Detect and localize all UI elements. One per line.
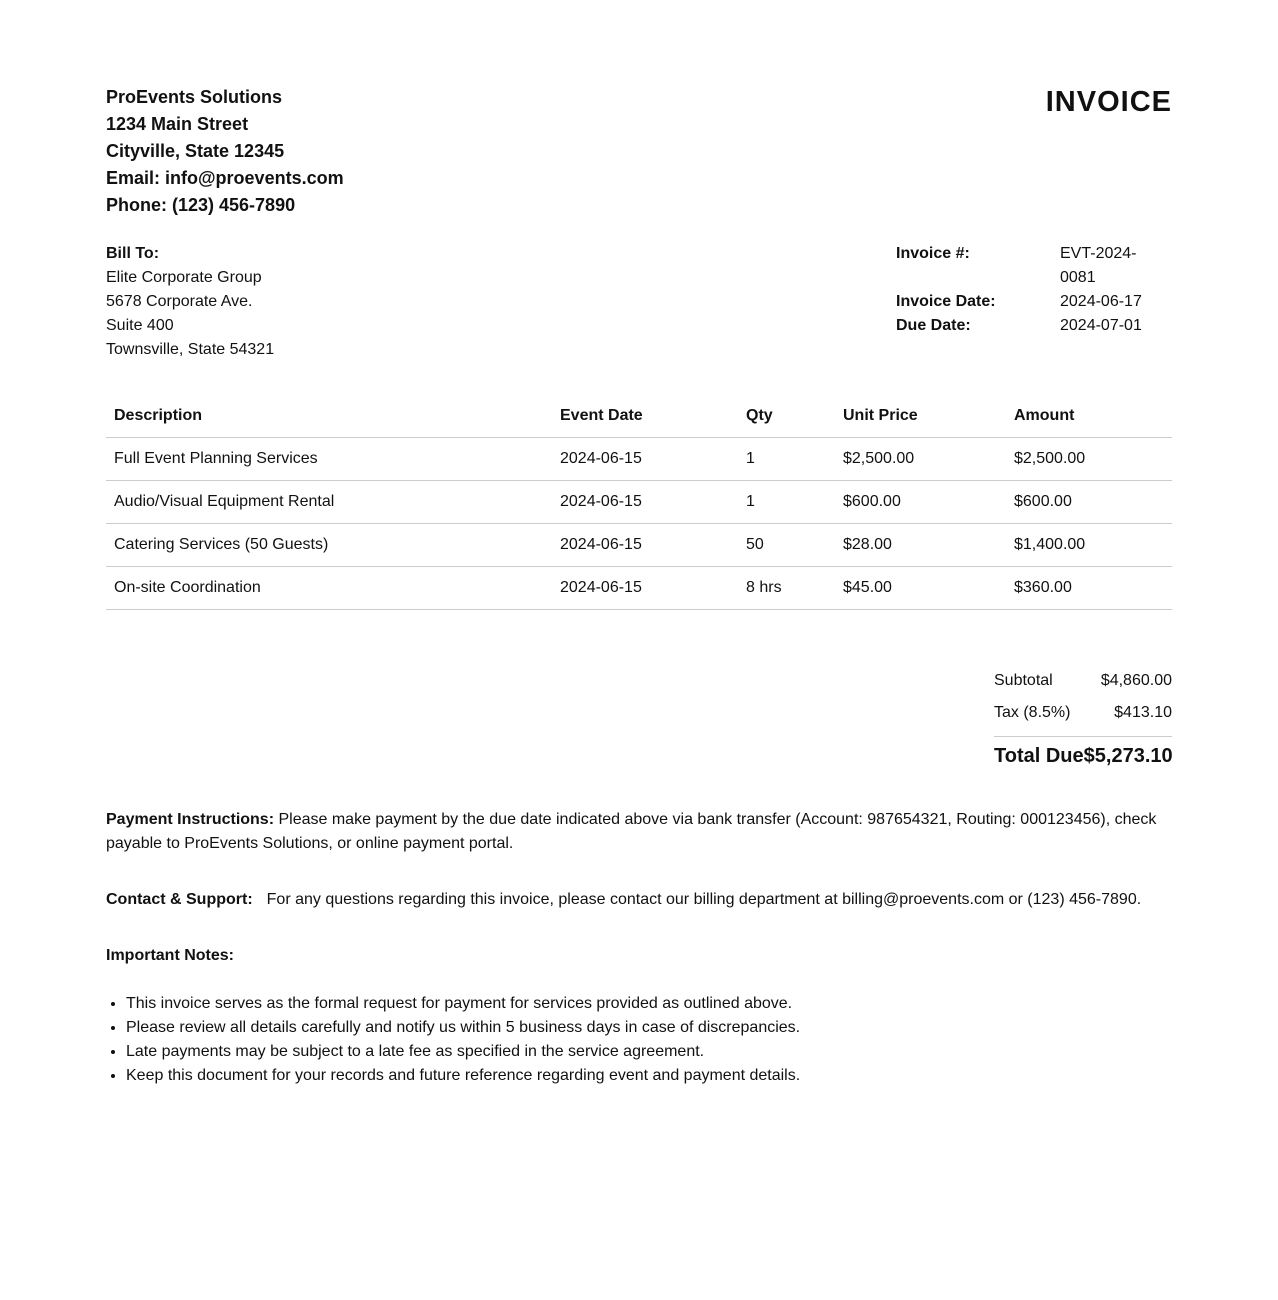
cell-description: On-site Coordination [106,567,552,610]
total-due-value: $5,273.10 [1083,745,1173,767]
bill-to-block [106,242,274,362]
cell-event-date: 2024-06-15 [552,438,738,481]
contact-support [106,888,1172,912]
header-unit-price: Unit Price [835,394,1006,438]
company-name: ProEvents Solutions [106,87,283,107]
contact-label: Contact & Support: [106,891,253,908]
cell-unit-price: $28.00 [835,524,1006,567]
cell-qty: 50 [738,524,835,567]
tax-value: $413.10 [1114,704,1172,721]
cell-amount: $2,500.00 [1006,438,1172,481]
payment-instructions [106,808,1172,856]
totals-divider [994,736,1172,737]
total-due-row [994,745,1172,768]
company-info [106,84,344,219]
list-item: • This invoice serves as the formal request for payment for services provided as outlined above. [126,992,800,1016]
total-due-label: Total Due [994,745,1084,767]
meta-label: Invoice Date: [896,293,996,310]
table-row [106,438,1172,481]
list-item: • Keep this document for your records and future reference regarding event and payment details. [126,1064,800,1088]
subtotal-row [994,668,1172,700]
company-street: 1234 Main Street [106,114,249,134]
cell-amount: $1,400.00 [1006,524,1172,567]
notes-list [106,992,800,1088]
subtotal-label: Subtotal [994,672,1053,689]
bill-to-line: Townsville, State 54321 [106,341,275,358]
table-row [106,567,1172,610]
company-city: Cityville, State 12345 [106,141,285,161]
header-description: Description [106,394,552,438]
payment-text: Please make payment by the due date indicated above via bank transfer (Account: 987654321, Routing: 000123456), check payable to ProEvents Solutions, or online payment portal. [106,811,1157,852]
table-header-row [106,394,1172,438]
header-qty: Qty [738,394,835,438]
cell-qty: 8 hrs [738,567,835,610]
list-item: • Late payments may be subject to a late fee as specified in the service agreement. [126,1040,800,1064]
cell-unit-price: $2,500.00 [835,438,1006,481]
table-row [106,481,1172,524]
cell-event-date: 2024-06-15 [552,481,738,524]
notes-title: Important Notes: [106,947,234,964]
meta-value: 2024-07-01 [1060,317,1142,334]
meta-value: EVT-2024-0081 [1060,245,1137,286]
header-amount: Amount [1006,394,1172,438]
invoice-meta [896,242,1172,338]
cell-event-date: 2024-06-15 [552,524,738,567]
cell-qty: 1 [738,438,835,481]
tax-row [994,700,1172,732]
meta-invoice-number [896,242,1172,290]
meta-invoice-date [896,290,1172,314]
meta-label: Invoice #: [896,245,970,262]
cell-event-date: 2024-06-15 [552,567,738,610]
cell-amount: $360.00 [1006,567,1172,610]
cell-unit-price: $600.00 [835,481,1006,524]
bill-to-label: Bill To: [106,245,160,262]
cell-description: Catering Services (50 Guests) [106,524,552,567]
company-phone: Phone: (123) 456-7890 [106,195,296,215]
cell-description: Audio/Visual Equipment Rental [106,481,552,524]
totals-block [994,668,1172,768]
cell-description: Full Event Planning Services [106,438,552,481]
bill-to-line: Suite 400 [106,317,174,334]
bill-to-line: 5678 Corporate Ave. [106,293,253,310]
cell-amount: $600.00 [1006,481,1172,524]
meta-label: Due Date: [896,317,971,334]
table-row [106,524,1172,567]
contact-text: For any questions regarding this invoice, please contact our billing department at billing@proevents.com or (123) 456-7890. [266,891,1142,908]
payment-label: Payment Instructions: [106,811,275,828]
tax-label: Tax (8.5%) [994,704,1071,721]
cell-qty: 1 [738,481,835,524]
subtotal-value: $4,860.00 [1100,672,1172,689]
invoice-title: INVOICE [1045,86,1172,118]
line-items-table [106,394,1172,610]
cell-unit-price: $45.00 [835,567,1006,610]
bill-to-line: Elite Corporate Group [106,269,262,286]
meta-due-date [896,314,1172,338]
list-item: • Please review all details carefully and notify us within 5 business days in case of discrepancies. [126,1016,800,1040]
meta-value: 2024-06-17 [1060,293,1142,310]
company-email: Email: info@proevents.com [106,168,344,188]
header-event-date: Event Date [552,394,738,438]
